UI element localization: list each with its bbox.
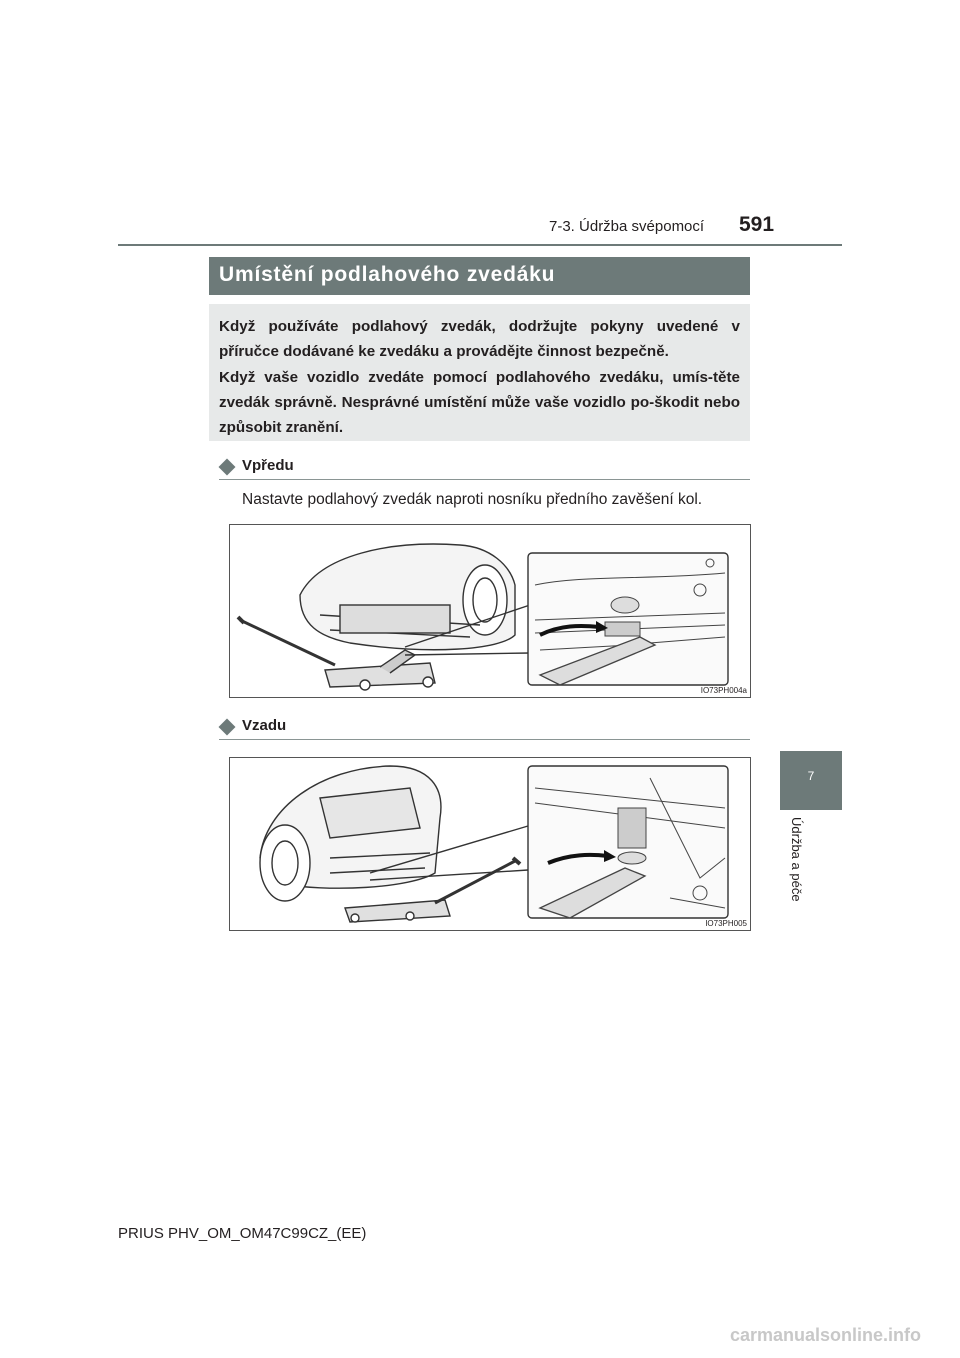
front-car-jack-drawing [230,525,750,697]
diamond-bullet-icon [219,459,236,476]
intro-box [209,304,750,441]
rear-car-jack-drawing [230,758,750,930]
footer-manual-code: PRIUS PHV_OM_OM47C99CZ_(EE) [118,1225,367,1242]
section-title-bar [209,257,750,295]
rear-heading [219,717,750,740]
chapter-number: 7 [807,769,815,783]
intro-paragraph-1: Když používáte podlahový zvedák, dodržujte pokyny uvedené v příručce dodávané ke zvedáku a provádějte činnost bezpečně. [219,318,740,360]
rear-jack-illustration [229,757,751,931]
front-jack-illustration [229,524,751,698]
section-label: 7-3. Údržba svépomocí [549,218,705,235]
rear-figure-code: IO73PH005 [705,919,747,928]
intro-paragraph-2: Když vaše vozidlo zvedáte pomocí podlahového zvedáku, umís-těte zvedák správně. Nesprávné umístění může vaše vozidlo po-škodit nebo způsobit zranění. [219,369,740,436]
page-title: Umístění podlahového zvedáku [219,263,556,286]
chapter-tab [780,751,842,810]
watermark: carmanualsonline.info [730,1325,922,1345]
rear-heading-label: Vzadu [242,717,287,734]
diamond-bullet-icon [219,719,236,736]
page-number: 591 [739,213,775,236]
front-figure-code: IO73PH004a [700,686,747,695]
front-heading-label: Vpředu [242,457,294,474]
chapter-title: Údržba a péče [789,817,804,902]
header-rule [118,244,842,246]
front-instruction: Nastavte podlahový zvedák naproti nosníku předního zavěšení kol. [242,491,703,508]
front-heading [219,457,750,480]
